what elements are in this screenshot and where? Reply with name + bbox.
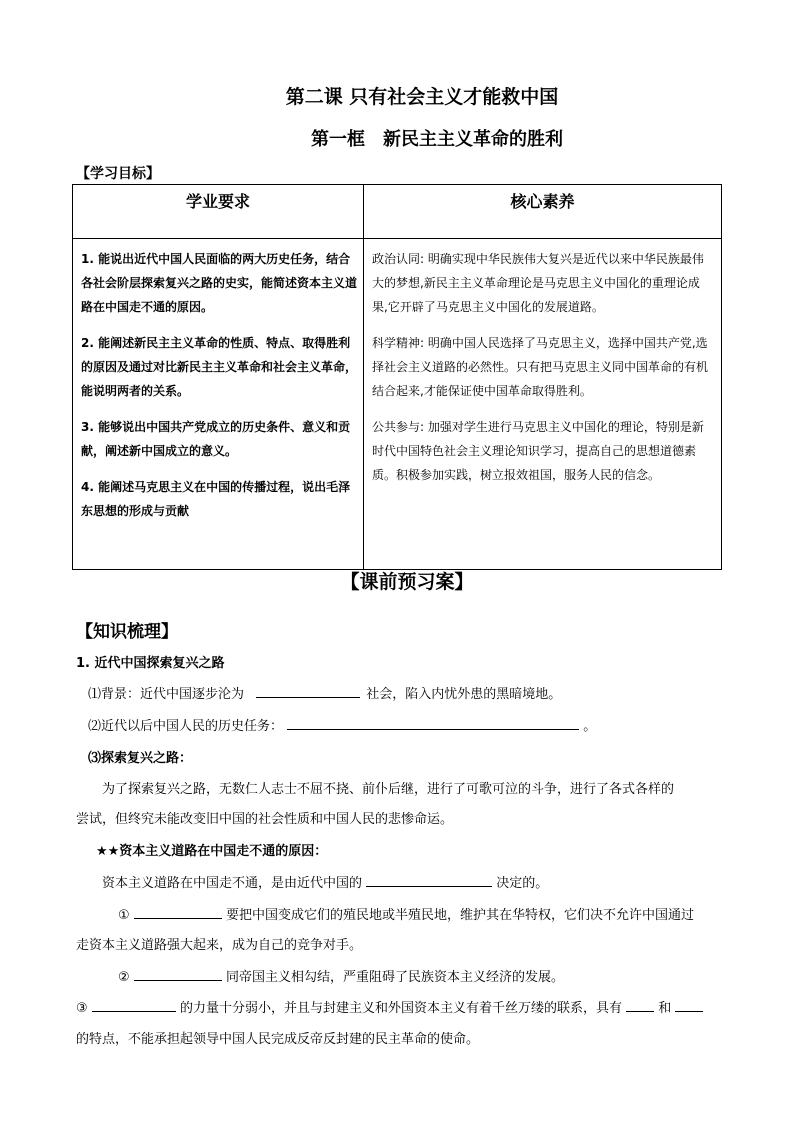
reason-3-line [76, 997, 703, 1016]
requirement-item: 1. 能说出近代中国人民面临的两大历史任务，结合各社会阶层探索复兴之路的史实，能简述资本主义道路在中国走不通的原因。 [81, 252, 358, 314]
item-title: 1. 近代中国探索复兴之路 [76, 656, 225, 671]
lesson-title: 第二课 只有社会主义才能救中国 [285, 86, 559, 108]
learning-goals-label: 【学习目标】 [76, 166, 160, 182]
reason-suffix: 决定的。 [496, 876, 549, 891]
knowledge-heading: 【知识梳理】 [76, 622, 178, 642]
path-paragraph-line: 为了探索复兴之路，无数仁人志士不屈不挠、前仆后继，进行了可歌可泣的斗争，进行了各式各样的 [102, 782, 675, 797]
reason-2-line [118, 966, 564, 985]
competency-item: 政治认同: 明确实现中华民族伟大复兴是近代以来中华民族最伟大的梦想,新民主主义革命理论是马克思主义中国化的重理论成果,它开辟了马克思主义中国化的发展道路。 [372, 252, 704, 314]
reason-line [102, 872, 548, 891]
requirement-item: 2. 能阐述新民主主义革命的性质、特点、取得胜利的原因及通过对比新民主主义革命和社会主义革命，能说明两者的关系。 [81, 336, 358, 398]
reason-1-line [118, 904, 694, 923]
fill-blank[interactable] [134, 966, 222, 981]
fill-blank[interactable] [92, 997, 176, 1012]
section-title: 第一框 新民主主义革命的胜利 [311, 129, 563, 150]
task-line [88, 715, 596, 734]
competency-item: 科学精神: 明确中国人民选择了马克思主义，选择中国共产党,选择社会主义道路的必然性。只有把马克思主义同中国革命的有机结合起来,才能保证使中国革命取得胜利。 [372, 336, 709, 398]
reason-3-continuation: 的特点，不能承担起领导中国人民完成反帝反封建的民主革命的使命。 [76, 1032, 480, 1047]
reason-title: ★★资本主义道路在中国走不通的原因： [96, 844, 328, 859]
learning-goals-table [72, 184, 722, 570]
fill-blank[interactable] [287, 715, 579, 730]
reason-2-text: 同帝国主义相勾结，严重阻碍了民族资本主义经济的发展。 [225, 970, 564, 985]
fill-blank[interactable] [626, 997, 654, 1012]
academic-requirements-header: 学业要求 [73, 185, 364, 239]
fill-blank[interactable] [134, 904, 222, 919]
reason-3-mark: ③ [76, 1001, 88, 1016]
preview-heading: 【课前预习案】 [340, 571, 474, 593]
reason-2-mark: ② [118, 970, 130, 985]
background-suffix: 社会，陷入内忧外患的黑暗境地。 [366, 687, 562, 702]
path-paragraph-line: 尝试，但终究未能改变旧中国的社会性质和中国人民的悲惨命运。 [76, 812, 454, 827]
fill-blank[interactable] [256, 683, 360, 698]
reason-3-text: 的力量十分弱小，并且与封建主义和外国资本主义有着千丝万缕的联系，具有 [179, 1001, 622, 1016]
task-suffix: 。 [583, 719, 597, 734]
academic-requirements-cell [73, 239, 364, 570]
reason-1-continuation: 走资本主义道路强大起来，成为自己的竞争对手。 [76, 938, 363, 953]
path-title: ⑶探索复兴之路： [88, 751, 193, 766]
requirement-item: 3. 能够说出中国共产党成立的历史条件、意义和贡献，阐述新中国成立的意义。 [81, 420, 351, 458]
reason-prefix: 资本主义道路在中国走不通，是由近代中国的 [102, 876, 363, 891]
task-prefix: ⑵近代以后中国人民的历史任务： [88, 719, 284, 734]
reason-1-mark: ① [118, 908, 130, 923]
background-prefix: ⑴背景：近代中国逐步沦为 [88, 687, 245, 702]
requirement-item: 4. 能阐述马克思主义在中国的传播过程，说出毛泽东思想的形成与贡献 [81, 480, 351, 518]
competency-item: 公共参与: 加强对学生进行马克思主义中国化的理论，特别是新时代中国特色社会主义理论知识学习，提高自己的思想道德素质。积极参加实践，树立报效祖国，服务人民的信念。 [372, 420, 704, 482]
fill-blank[interactable] [675, 997, 703, 1012]
reason-1-text: 要把中国变成它们的殖民地或半殖民地，维护其在华特权，它们决不允许中国通过 [225, 908, 694, 923]
background-line [88, 683, 561, 702]
core-competencies-cell [364, 239, 722, 570]
core-competencies-header: 核心素养 [364, 185, 722, 239]
fill-blank[interactable] [366, 872, 492, 887]
reason-3-and: 和 [658, 1001, 672, 1016]
